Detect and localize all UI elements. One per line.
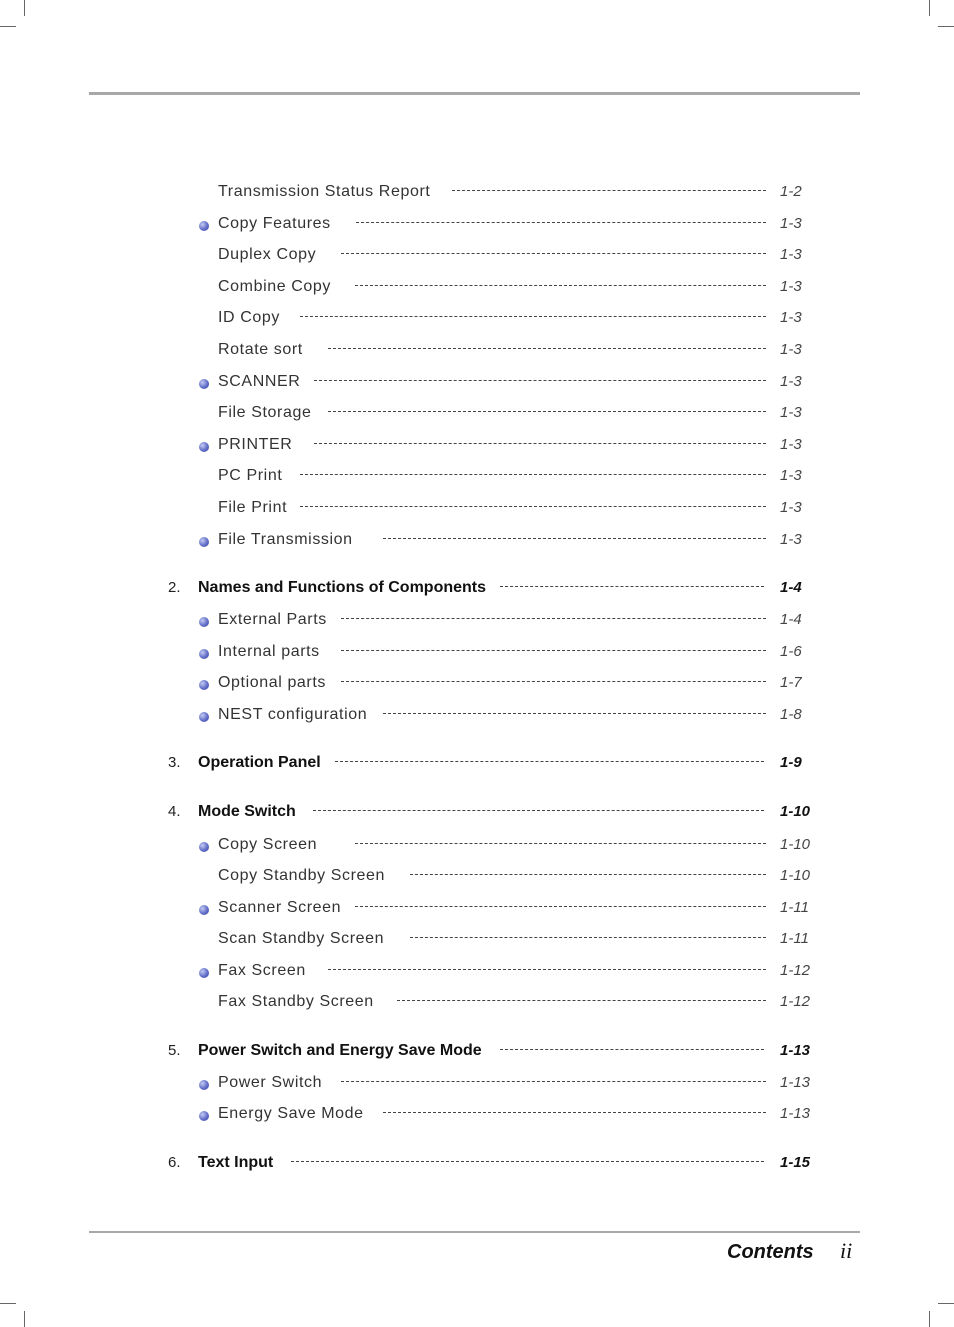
dot-leader (355, 906, 766, 907)
toc-chapter[interactable] (0, 754, 954, 778)
toc-entry[interactable] (0, 836, 954, 860)
crop-mark (938, 1303, 954, 1304)
toc-entry[interactable] (0, 993, 954, 1017)
toc-chapter-label: Names and Functions of Components (198, 579, 487, 596)
crop-mark (929, 0, 930, 16)
crop-mark (0, 26, 16, 27)
toc-entry-label: Fax Standby Screen (218, 993, 374, 1010)
bullet-icon (199, 221, 209, 231)
toc-chapter-page: 1-10 (780, 803, 811, 820)
dot-leader (355, 843, 766, 844)
chapter-number: 3. (168, 754, 181, 771)
bullet-icon (199, 1080, 209, 1090)
toc-entry-label: NEST configuration (218, 706, 368, 723)
crop-mark (938, 26, 954, 27)
toc-entry-page: 1-3 (780, 341, 802, 358)
toc-entry-page: 1-13 (780, 1105, 811, 1122)
dot-leader (328, 411, 766, 412)
toc-entry-page: 1-3 (780, 309, 802, 326)
toc-entry-page: 1-7 (780, 674, 802, 691)
footer-rule (89, 1231, 860, 1233)
footer-title: Contents (727, 1241, 814, 1263)
dot-leader (291, 1161, 764, 1162)
chapter-number: 4. (168, 803, 181, 820)
toc-chapter[interactable] (0, 579, 954, 603)
toc-entry[interactable] (0, 404, 954, 428)
bullet-icon (199, 649, 209, 659)
toc-entry-label: ID Copy (218, 309, 280, 326)
toc-entry[interactable] (0, 436, 954, 460)
toc-entry[interactable] (0, 674, 954, 698)
dot-leader (356, 222, 766, 223)
toc-entry[interactable] (0, 309, 954, 333)
toc-entry-page: 1-3 (780, 215, 802, 232)
dot-leader (328, 969, 766, 970)
bullet-icon (199, 712, 209, 722)
bullet-icon (199, 379, 209, 389)
toc-entry[interactable] (0, 706, 954, 730)
chapter-number: 6. (168, 1154, 181, 1171)
dot-leader (410, 937, 766, 938)
toc-entry[interactable] (0, 341, 954, 365)
toc-chapter-label: Operation Panel (198, 754, 321, 771)
bullet-icon (199, 617, 209, 627)
dot-leader (452, 190, 766, 191)
dot-leader (341, 618, 766, 619)
toc-entry[interactable] (0, 531, 954, 555)
toc-chapter-label: Text Input (198, 1154, 274, 1171)
toc-chapter-label: Power Switch and Energy Save Mode (198, 1042, 482, 1059)
dot-leader (341, 1081, 766, 1082)
dot-leader (341, 650, 766, 651)
toc-entry-page: 1-3 (780, 436, 802, 453)
toc-chapter-page: 1-9 (780, 754, 802, 771)
toc-entry-label: SCANNER (218, 373, 301, 390)
crop-mark (24, 1311, 25, 1327)
toc-entry[interactable] (0, 246, 954, 270)
dot-leader (410, 874, 766, 875)
toc-entry-page: 1-3 (780, 404, 802, 421)
dot-leader (314, 443, 766, 444)
toc-entry-label: Copy Screen (218, 836, 318, 853)
bullet-icon (199, 842, 209, 852)
toc-entry[interactable] (0, 373, 954, 397)
chapter-number: 5. (168, 1042, 181, 1059)
dot-leader (383, 538, 766, 539)
toc-chapter[interactable] (0, 1042, 954, 1066)
toc-entry-page: 1-3 (780, 531, 802, 548)
bullet-icon (199, 537, 209, 547)
dot-leader (300, 316, 766, 317)
dot-leader (500, 1049, 764, 1050)
toc-entry-label: Scanner Screen (218, 899, 342, 916)
dot-leader (328, 348, 766, 349)
chapter-number: 2. (168, 579, 181, 596)
toc-entry[interactable] (0, 1105, 954, 1129)
bullet-icon (199, 680, 209, 690)
dot-leader (383, 1112, 766, 1113)
toc-entry[interactable] (0, 467, 954, 491)
toc-entry[interactable] (0, 1074, 954, 1098)
toc-chapter-page: 1-4 (780, 579, 802, 596)
toc-chapter[interactable] (0, 803, 954, 827)
toc-entry-page: 1-8 (780, 706, 802, 723)
crop-mark (24, 0, 25, 16)
toc-entry-label: External Parts (218, 611, 327, 628)
toc-chapter-label: Mode Switch (198, 803, 296, 820)
dot-leader (355, 285, 766, 286)
toc-entry-page: 1-10 (780, 836, 811, 853)
toc-entry-label: Combine Copy (218, 278, 332, 295)
toc-entry-label: Scan Standby Screen (218, 930, 385, 947)
toc-chapter-page: 1-13 (780, 1042, 811, 1059)
toc-entry[interactable] (0, 867, 954, 891)
toc-entry-label: PRINTER (218, 436, 293, 453)
toc-entry-page: 1-3 (780, 278, 802, 295)
dot-leader (500, 586, 764, 587)
toc-entry[interactable] (0, 962, 954, 986)
dot-leader (314, 380, 766, 381)
toc-entry[interactable] (0, 643, 954, 667)
toc-entry-label: Rotate sort (218, 341, 303, 358)
toc-entry[interactable] (0, 215, 954, 239)
toc-entry[interactable] (0, 899, 954, 923)
dot-leader (300, 506, 766, 507)
bullet-icon (199, 1111, 209, 1121)
toc-entry-page: 1-3 (780, 467, 802, 484)
toc-entry[interactable] (0, 278, 954, 302)
toc-entry-label: File Storage (218, 404, 312, 421)
toc-entry-page: 1-2 (780, 183, 802, 200)
toc-entry-page: 1-12 (780, 993, 811, 1010)
toc-entry-page: 1-12 (780, 962, 811, 979)
dot-leader (397, 1000, 766, 1001)
header-rule (89, 92, 860, 95)
dot-leader (300, 474, 766, 475)
toc-entry-label: File Print (218, 499, 288, 516)
crop-mark (929, 1311, 930, 1327)
toc-entry-label: Copy Standby Screen (218, 867, 386, 884)
toc-entry-page: 1-6 (780, 643, 802, 660)
bullet-icon (199, 442, 209, 452)
footer-page-number: ii (840, 1238, 853, 1263)
toc-entry-page: 1-3 (780, 373, 802, 390)
toc-chapter[interactable] (0, 1154, 954, 1178)
toc-entry-label: Energy Save Mode (218, 1105, 364, 1122)
dot-leader (341, 253, 766, 254)
toc-entry-label: Internal parts (218, 643, 320, 660)
toc-entry-page: 1-13 (780, 1074, 811, 1091)
toc-entry-page: 1-11 (780, 899, 809, 916)
bullet-icon (199, 905, 209, 915)
dot-leader (313, 810, 764, 811)
toc-entry-label: Fax Screen (218, 962, 306, 979)
toc-entry-page: 1-10 (780, 867, 811, 884)
toc-entry-label: Transmission Status Report (218, 183, 431, 200)
toc-entry[interactable] (0, 930, 954, 954)
toc-entry[interactable] (0, 183, 954, 207)
dot-leader (341, 681, 766, 682)
toc-chapter-page: 1-15 (780, 1154, 811, 1171)
toc-entry-label: Optional parts (218, 674, 327, 691)
toc-entry-page: 1-4 (780, 611, 802, 628)
toc-entry-page: 1-3 (780, 499, 802, 516)
dot-leader (335, 761, 764, 762)
toc-entry-label: File Transmission (218, 531, 353, 548)
crop-mark (0, 1303, 16, 1304)
toc-entry-page: 1-11 (780, 930, 809, 947)
toc-entry[interactable] (0, 611, 954, 635)
toc-entry-label: PC Print (218, 467, 283, 484)
toc-entry[interactable] (0, 499, 954, 523)
toc-entry-page: 1-3 (780, 246, 802, 263)
toc-entry-label: Power Switch (218, 1074, 323, 1091)
bullet-icon (199, 968, 209, 978)
dot-leader (383, 713, 766, 714)
toc-entry-label: Duplex Copy (218, 246, 317, 263)
toc-entry-label: Copy Features (218, 215, 331, 232)
